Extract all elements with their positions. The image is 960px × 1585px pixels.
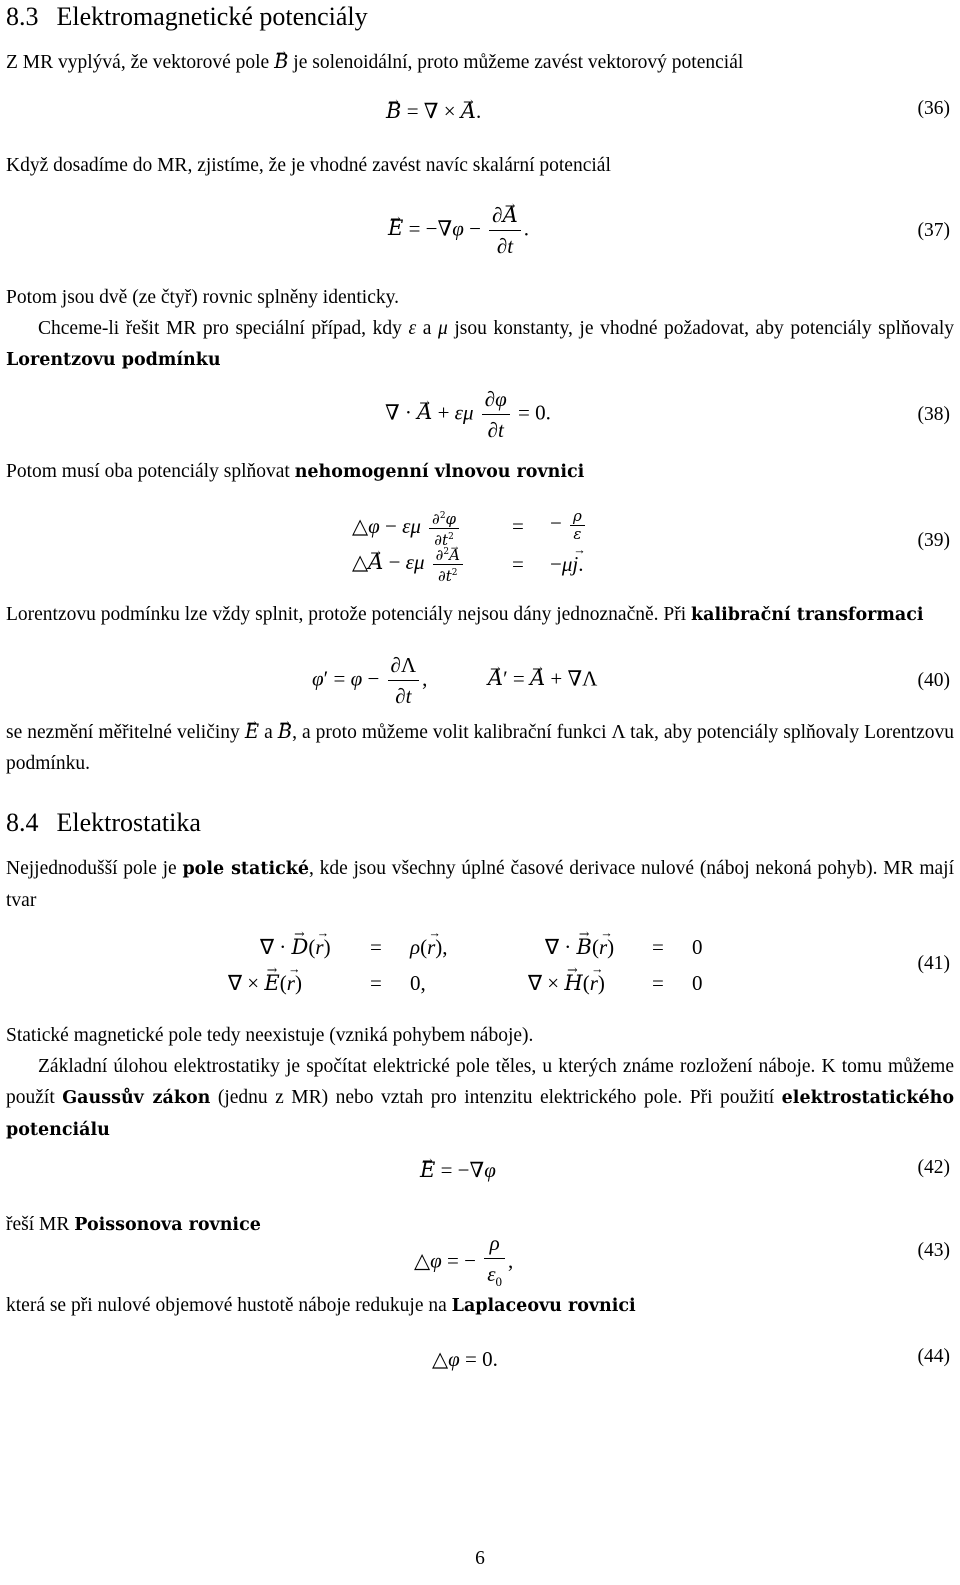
section-title: Elektrostatika [56, 808, 201, 837]
paragraph-scalar-potential: Když dosadíme do MR, zjistíme, že je vhodné zavést navíc skalární potenciál [6, 155, 611, 176]
text: Potom musí oba potenciály splňovat [6, 461, 295, 482]
rhs: 0 [692, 971, 703, 995]
equals: = [370, 935, 382, 959]
rhs: 0, [410, 971, 426, 995]
equation-body: E → = −∇φ [420, 1155, 496, 1185]
bold-term: Gaussův zákon [62, 1088, 211, 1108]
equation-43 [0, 1228, 960, 1288]
equation-39-line-1: △φ − εμ $\frac{\partial^2\varphi}{\partial t^2}$ [352, 508, 462, 549]
text: jsou konstanty, je vhodné požadovat, aby potenciály splňovaly [447, 318, 954, 339]
equation-body: △φ = − $\frac{\rho}{\varepsilon_0}$ , [414, 1228, 513, 1297]
rhs: 0 [692, 935, 703, 959]
bold-term: pole statické [182, 859, 310, 879]
text: , a proto můžeme volit kalibrační funkci Λ tak, aby potenciály splňovaly Lorentzovu podmínku. [6, 722, 954, 774]
equation-41 [0, 935, 960, 1005]
equation-number: (44) [917, 1346, 950, 1367]
paragraph-measurable: se nezmění měřitelné veličiny E → a B →, a proto můžeme volit kalibrační funkci Λ tak, aby potenciály splňovaly Lorentzovu podmínku. [6, 716, 954, 779]
equation-number: (37) [917, 220, 950, 241]
equation-37 [0, 200, 960, 260]
paragraph-identities: Potom jsou dvě (ze čtyř) rovnic splněny identicky. [6, 287, 399, 308]
equation-number: (39) [917, 530, 950, 551]
paragraph-vector-potential [6, 46, 954, 78]
text: Základní úlohou elektrostatiky je spočítat elektrické pole těles, u kterých známe rozložení náboje. K tomu můžeme použít [6, 1056, 954, 1108]
equation-number: (40) [917, 670, 950, 691]
equation-41-line-1b: ∇ · B →(r →) [545, 935, 614, 960]
section-heading-8-4 [6, 808, 201, 838]
text: , kde jsou všechny úplné časové derivace nulové (náboj nekoná pohyb). MR mají tvar [6, 858, 955, 911]
bold-term: elektrostatického potenciálu [6, 1088, 954, 1140]
section-number: 8.3 [6, 2, 39, 31]
bold-term: nehomogenní vlnovou rovnici [294, 462, 585, 482]
equation-39-rhs-2: −μj →. [550, 552, 583, 577]
text: a [416, 318, 438, 339]
text: která se při nulové objemové hustotě náboje redukuje na [6, 1295, 452, 1316]
text: a [259, 722, 278, 743]
section-number: 8.4 [6, 808, 39, 837]
text: řeší MR [6, 1214, 75, 1235]
section-heading-8-3 [6, 2, 368, 32]
symbol-B: B → [274, 46, 288, 77]
paragraph-gauge [6, 599, 954, 631]
bold-term: kalibrační transformaci [691, 605, 924, 625]
paragraph-electrostatics-task [6, 1051, 954, 1146]
text: Z MR vyplývá, že vektorové pole [6, 52, 275, 73]
rhs: ρ(r →), [410, 935, 448, 960]
equation-number: (43) [917, 1240, 950, 1261]
equals: = [370, 971, 382, 995]
equation-39-rhs-1: − $\frac{\rho}{\varepsilon}$ [550, 508, 588, 543]
paragraph-wave-equation [6, 456, 954, 488]
bold-term: Poissonova rovnice [74, 1215, 261, 1235]
page-number: 6 [475, 1548, 485, 1569]
text: (jednu z MR) nebo vztah pro intenzitu elektrického pole. Při použití [210, 1087, 782, 1108]
paragraph-no-static-magnetic: Statické magnetické pole tedy neexistuje (vzniká pohybem náboje). [6, 1025, 534, 1046]
equation-38 [0, 384, 960, 444]
equation-42 [0, 1155, 960, 1215]
paragraph-laplace [6, 1290, 954, 1322]
equation-41-line-2: ∇ × E →(r →) [228, 971, 302, 996]
equation-body: ∇ · A → + εμ $\frac{\partial\varphi}{\partial t}$ = 0. [385, 384, 551, 445]
equation-body: B → = ∇ × A →. [386, 96, 481, 126]
equals: = [512, 552, 524, 576]
equation-40 [0, 650, 960, 710]
equation-number: (42) [917, 1157, 950, 1178]
equation-41-line-1: ∇ · D →(r →) [260, 935, 331, 960]
paragraph-lorentz-condition: Chceme-li řešit MR pro speciální případ, kdy ε a μ jsou konstanty, je vhodné požadovat, aby potenciály splňovaly Lorentzovu podmínku [6, 318, 954, 370]
equation-body: E → = −∇φ − $\frac{\partial A \to}{\partial t}$ . [388, 200, 529, 261]
equation-number: (41) [917, 953, 950, 974]
text: je solenoidální, proto můžeme zavést vektorový potenciál [288, 52, 744, 73]
equation-41-line-2b: ∇ × H →(r →) [528, 971, 605, 996]
equals: = [652, 971, 664, 995]
equation-39-line-2: △A → − εμ $\frac{\partial^2A \to}{\partial t^2}$ [352, 544, 466, 585]
equals: = [512, 514, 524, 538]
equation-36 [0, 96, 960, 156]
bold-term: Laplaceovu rovnici [451, 1296, 636, 1316]
text: Nejjednodušší pole je [6, 858, 183, 879]
equals: = [652, 935, 664, 959]
text: Chceme-li řešit MR pro speciální případ, kdy [38, 318, 409, 339]
paragraph-static-field [6, 853, 954, 916]
section-title: Elektromagnetické potenciály [56, 2, 368, 31]
bold-term: Lorentzovu podmínku [6, 350, 221, 370]
text: Lorentzovu podmínku lze vždy splnit, protože potenciály nejsou dány jednoznačně. Při [6, 604, 692, 625]
equation-39 [0, 508, 960, 588]
equation-body: △φ = 0. [432, 1347, 498, 1371]
equation-number: (36) [917, 98, 950, 119]
equation-number: (38) [917, 404, 950, 425]
text: se nezmění měřitelné veličiny [6, 722, 245, 743]
equation-44 [0, 1344, 960, 1404]
equation-body: φ′ = φ − $\frac{\partial\Lambda}{\partial t}$ , A →′ = A → + ∇Λ [312, 650, 597, 711]
